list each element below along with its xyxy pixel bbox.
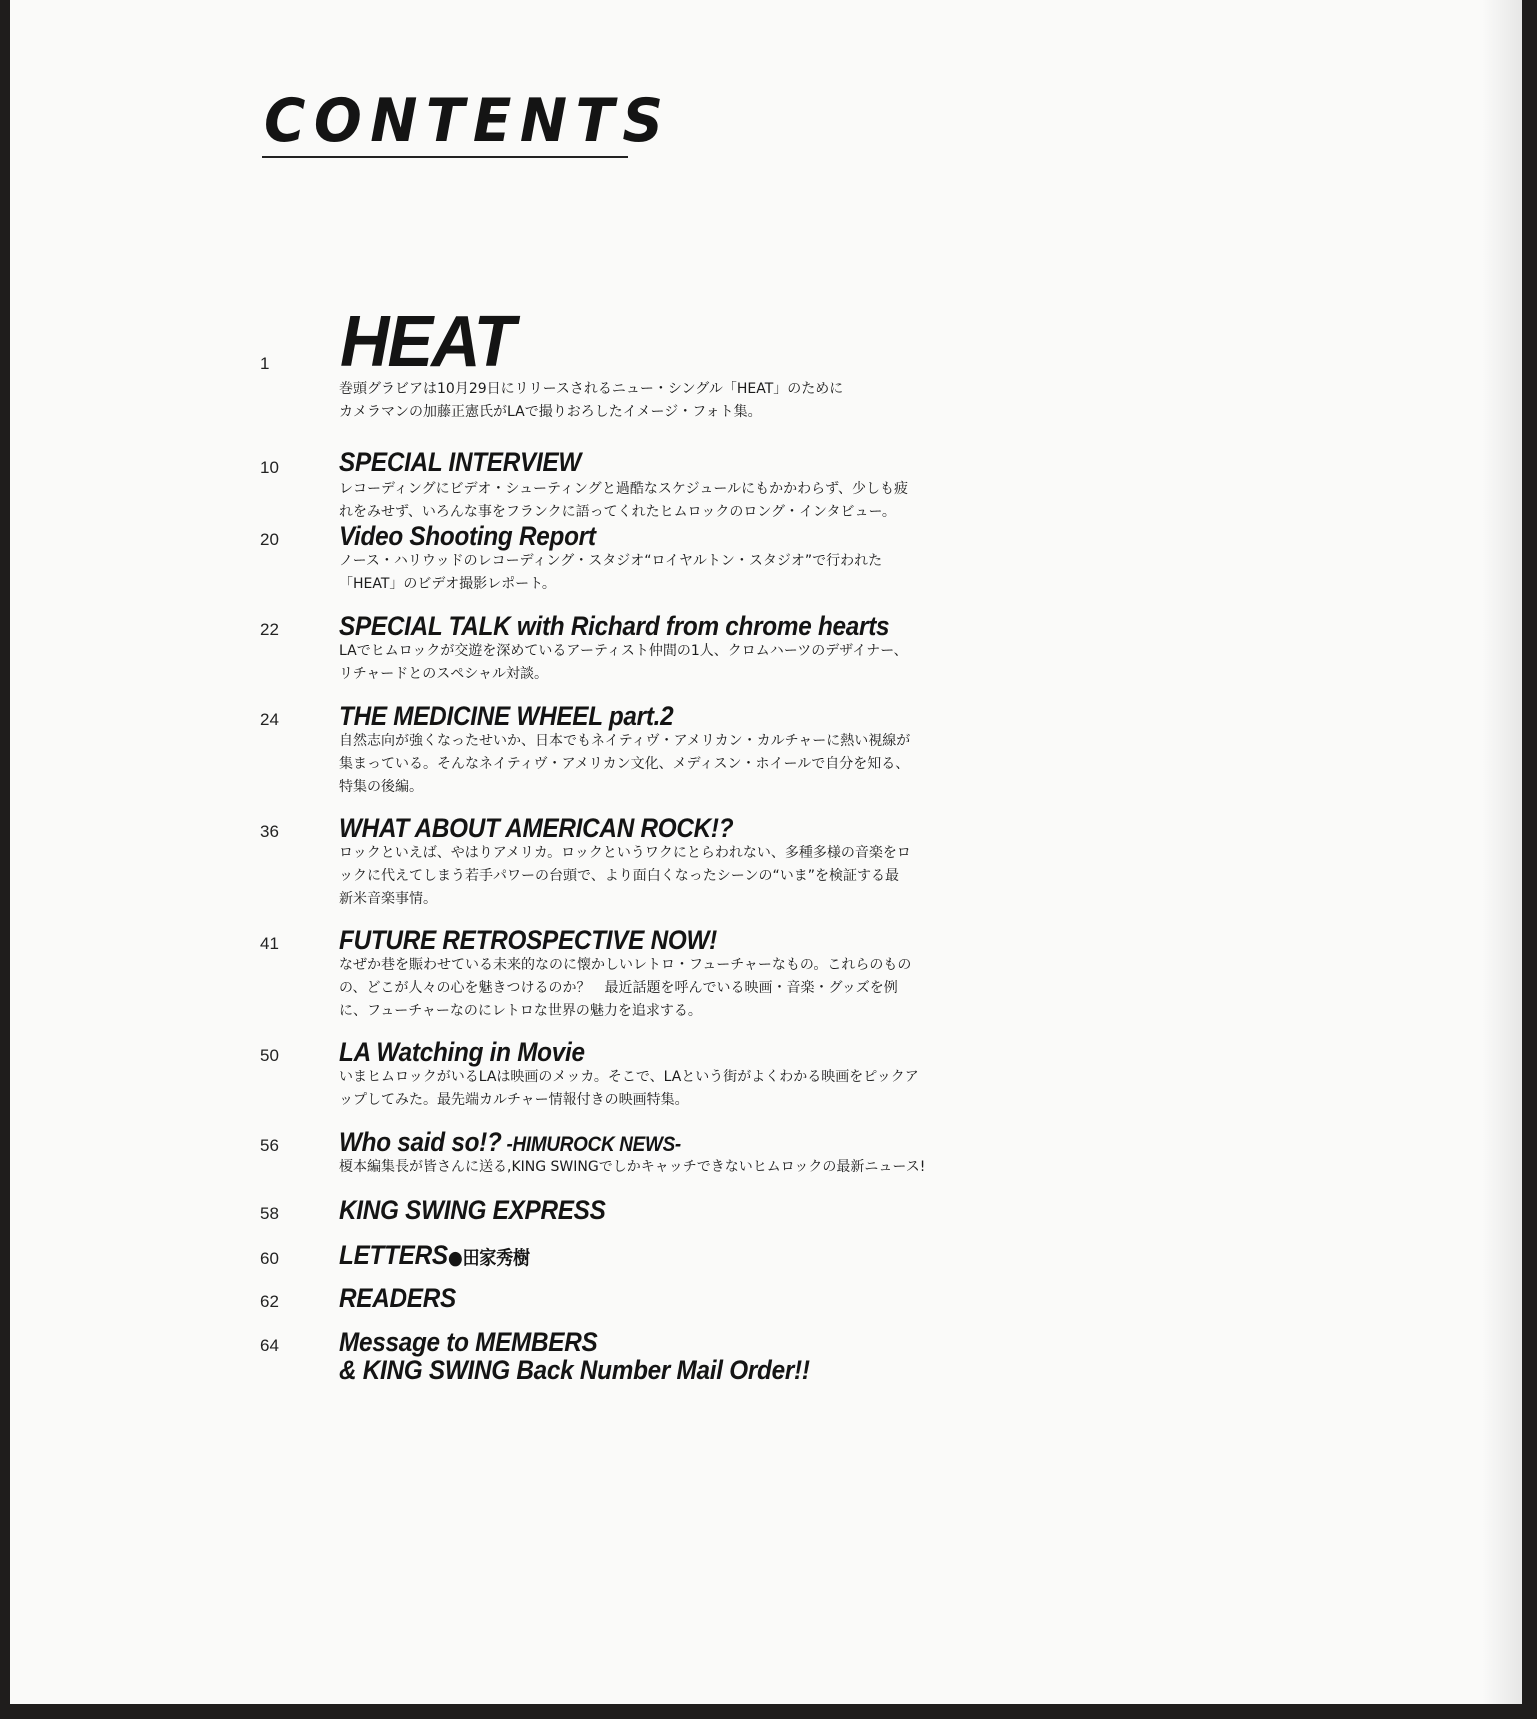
toc-page-number: 62 — [260, 1292, 279, 1311]
toc-page-number: 1 — [260, 354, 270, 373]
page-title: CONTENTS — [264, 86, 672, 156]
toc-title: LA Watching in Movie — [339, 1037, 585, 1067]
toc-title: Message to MEMBERS — [339, 1327, 598, 1357]
toc-feature-title: HEAT — [340, 302, 514, 382]
toc-description: ロックといえば、やはりアメリカ。ロックというワクにとらわれない、多種多様の音楽をロ ックに代えてしまう若手パワーの台頭で、より面白くなったシーンの“いま”を検証する最 新米音楽事情。 — [339, 845, 911, 907]
toc-page-number: 22 — [260, 620, 279, 639]
title-underline — [262, 156, 628, 158]
toc-description: いまヒムロックがいるLAは映画のメッカ。そこで、LAという街がよくわかる映画をピックア ップしてみた。最先端カルチャー情報付きの映画特集。 — [339, 1069, 919, 1108]
magazine-page — [10, 0, 1522, 1704]
toc-page-number: 56 — [260, 1136, 279, 1155]
toc-page-number: 10 — [260, 458, 279, 477]
toc-title: READERS — [339, 1283, 456, 1313]
toc-page-number: 41 — [260, 934, 279, 953]
toc-title: Video Shooting Report — [339, 521, 596, 551]
toc-page-number: 64 — [260, 1336, 279, 1355]
toc-title — [339, 1128, 681, 1159]
toc-page-number: 50 — [260, 1046, 279, 1065]
toc-description: 自然志向が強くなったせいか、日本でもネイティヴ・アメリカン・カルチャーに熱い視線が 集まっている。そんなネイティヴ・アメリカン文化、メディスン・ホイールで自分を知る、 特集の後編。 — [339, 733, 911, 795]
toc-title-line2: & KING SWING Back Number Mail Order!! — [339, 1355, 810, 1385]
toc-description: 榎本編集長が皆さんに送る,KING SWINGでしかキャッチできないヒムロックの最新ニュース! — [339, 1159, 926, 1175]
toc-title-main: Who said so!? — [339, 1127, 502, 1157]
toc-title: KING SWING EXPRESS — [339, 1195, 606, 1225]
toc-page-number: 20 — [260, 530, 279, 549]
toc-page-number: 60 — [260, 1249, 279, 1268]
toc-title: FUTURE RETROSPECTIVE NOW! — [339, 925, 718, 955]
toc-page-number: 58 — [260, 1204, 279, 1223]
toc-title: WHAT ABOUT AMERICAN ROCK!? — [339, 813, 734, 843]
toc-page-number: 24 — [260, 710, 279, 729]
toc-page-number: 36 — [260, 822, 279, 841]
toc-description: 巻頭グラビアは10月29日にリリースされるニュー・シングル「HEAT」のために カメラマンの加藤正憲氏がLAで撮りおろしたイメージ・フォト集。 — [339, 381, 844, 420]
toc-description: LAでヒムロックが交遊を深めているアーティスト仲間の1人、クロムハーツのデザイナー、 リチャードとのスペシャル対談。 — [339, 643, 908, 682]
toc-title-main: LETTERS — [339, 1240, 448, 1270]
toc-title: THE MEDICINE WHEEL part.2 — [339, 701, 674, 731]
toc-title-author: ●田家秀樹 — [447, 1247, 530, 1269]
toc-title-sub: -HIMUROCK NEWS- — [501, 1133, 681, 1156]
toc-title — [339, 1241, 530, 1272]
toc-title: SPECIAL INTERVIEW — [339, 447, 582, 477]
toc-description: ノース・ハリウッドのレコーディング・スタジオ“ロイヤルトン・スタジオ”で行われた 「HEAT」のビデオ撮影レポート。 — [339, 553, 883, 592]
toc-title: SPECIAL TALK with Richard from chrome hearts — [339, 611, 890, 641]
toc-description: レコーディングにビデオ・シューティングと過酷なスケジュールにもかかわらず、少しも疲 れをみせず、いろんな事をフランクに語ってくれたヒムロックのロング・インタビュー。 — [339, 481, 908, 520]
toc-description: なぜか巷を賑わせている未来的なのに懐かしいレトロ・フューチャーなもの。これらのもの の、どこが人々の心を魅きつけるのか？ 最近話題を呼んでいる映画・音楽・グッズを例 に、フューチャーなのにレトロな世界の魅力を追求する。 — [339, 957, 912, 1019]
